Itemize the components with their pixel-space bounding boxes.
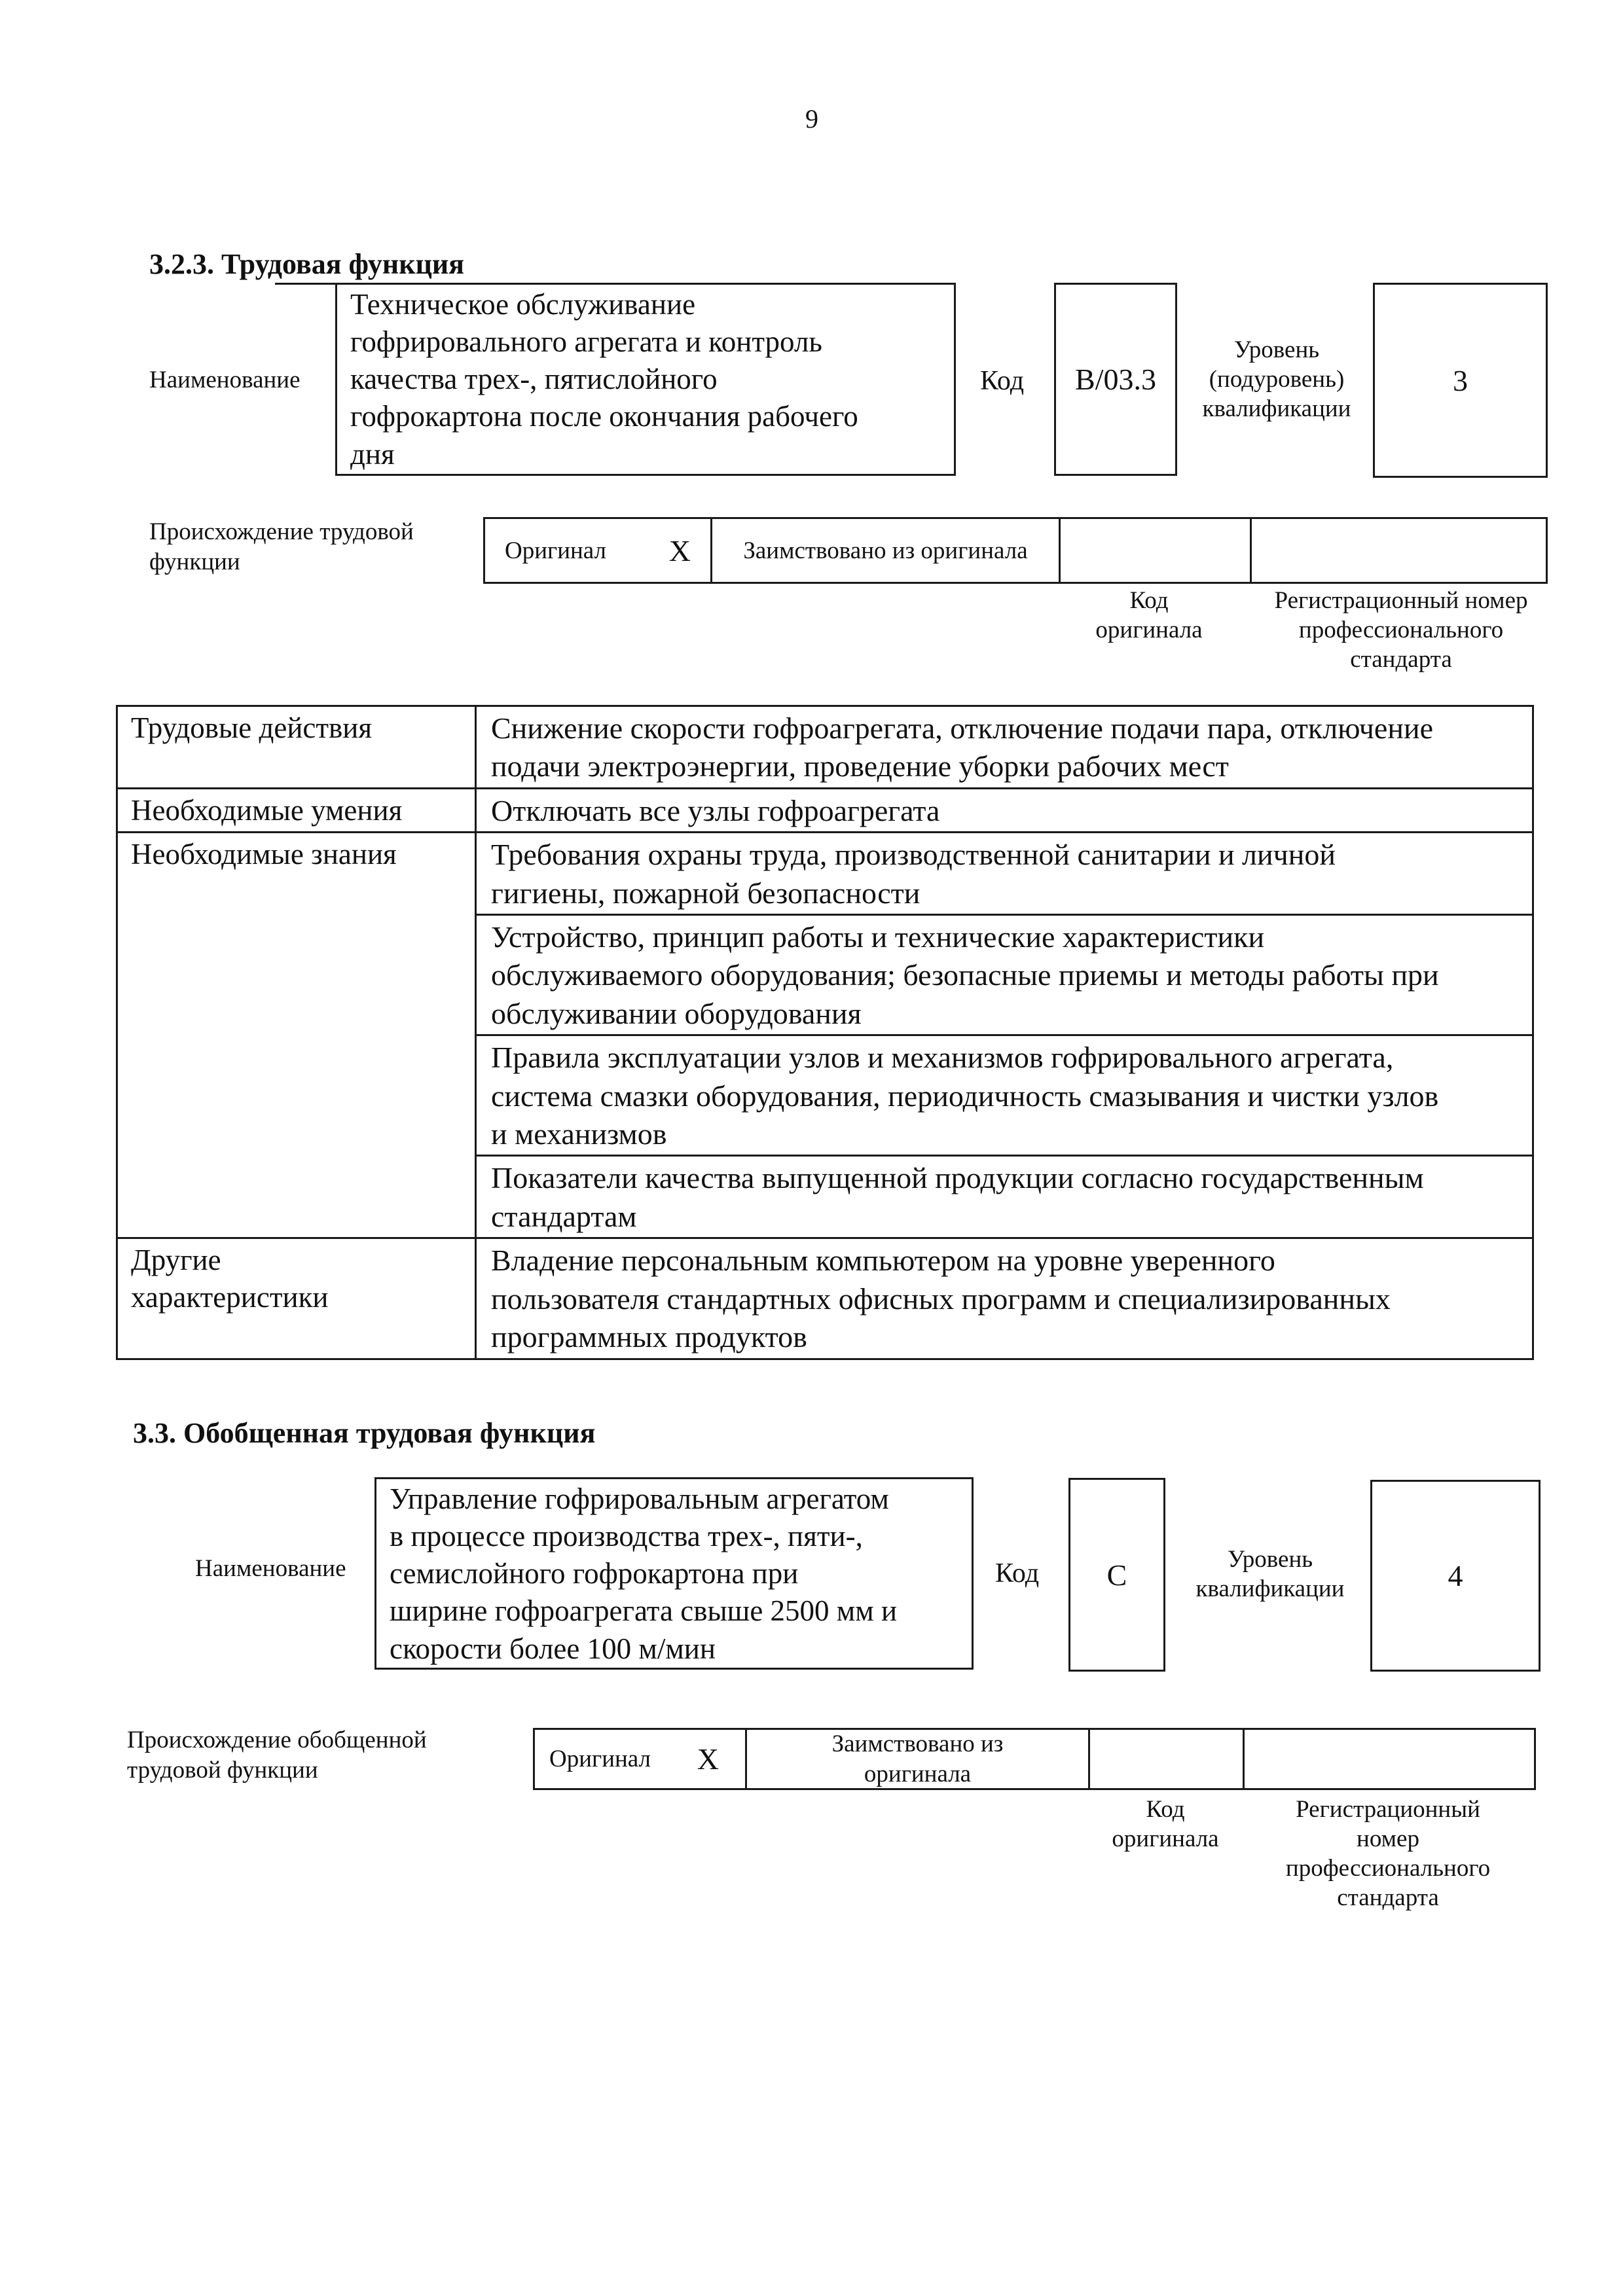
origin-row [483, 517, 1548, 584]
name-line: в процессе производства трех-, пяти-, [390, 1520, 863, 1553]
table-row [117, 788, 1533, 832]
origin-borrowed-cell [712, 519, 1061, 582]
function-name-box [374, 1477, 974, 1670]
name-line: гофрировального агрегата и контроль [350, 325, 822, 359]
code-value-box [1068, 1478, 1165, 1672]
qualification-level-box [1373, 283, 1548, 478]
name-label: Наименование [149, 367, 301, 393]
registration-number-caption: Регистрационный номер профессионального стандарта [1285, 1796, 1491, 1912]
code-value: C [1106, 1558, 1127, 1592]
row-content: Снижение скорости гофроагрегата, отключение подачи пара, отключение подачи электроэнергии, проведение уборки рабочих мест [476, 706, 1533, 789]
row-content: Устройство, принцип работы и технические характеристики обслуживаемого оборудования; безопасные приемы и методы работы при обслуживании оборудования [476, 915, 1533, 1035]
table-row [117, 1238, 1533, 1359]
row-content: Правила эксплуатации узлов и механизмов гофрировального агрегата, система смазки оборудования, периодичность смазывания и чистки узлов и механизмов [476, 1035, 1533, 1156]
qualification-level-label: Уровень (подуровень) квалификации [1202, 336, 1351, 423]
labor-function-table [116, 705, 1534, 1360]
code-value-box [1054, 283, 1177, 476]
registration-number-caption: Регистрационный номер профессионального стандарта [1274, 587, 1528, 673]
origin-original-cell [485, 519, 712, 582]
registration-number-cell [1252, 519, 1546, 582]
code-label: Код [995, 1558, 1040, 1588]
original-code-cell [1090, 1730, 1245, 1788]
qualification-level-value: 3 [1453, 363, 1468, 397]
qualification-level-value: 4 [1448, 1559, 1463, 1592]
name-line: Управление гофрировальным агрегатом [390, 1482, 889, 1515]
origin-mark: X [668, 533, 691, 567]
original-code-cell [1061, 519, 1252, 582]
name-line: дня [350, 437, 395, 471]
origin-row [533, 1728, 1536, 1790]
origin-borrowed-label: Заимствовано из оригинала [743, 537, 1028, 564]
table-row [117, 833, 1533, 915]
qualification-level-label: Уровень квалификации [1195, 1546, 1345, 1603]
original-code-caption: Код оригинала [1112, 1796, 1219, 1853]
row-label: Другие характеристики [117, 1238, 476, 1359]
origin-original-label: Оригинал [549, 1746, 651, 1772]
origin-original-label: Оригинал [505, 537, 607, 564]
origin-original-cell [535, 1730, 747, 1788]
qualification-level-box [1370, 1480, 1541, 1672]
origin-label: Происхождение обобщенной трудовой функции [127, 1727, 427, 1784]
name-line: семислойного гофрокартона при [390, 1557, 799, 1590]
origin-mark: X [697, 1742, 719, 1776]
row-content: Показатели качества выпущенной продукции согласно государственным стандартам [476, 1156, 1533, 1238]
function-name-box [335, 283, 956, 476]
row-content: Требования охраны труда, производственной санитарии и личной гигиены, пожарной безопасности [476, 833, 1533, 915]
name-line: гофрокартона после окончания рабочего [350, 400, 858, 433]
name-line: качества трех-, пятислойного [350, 363, 718, 396]
table-row [117, 706, 1533, 789]
origin-borrowed-cell: Заимствовано из оригинала [747, 1730, 1090, 1788]
name-line: скорости более 100 м/мин [390, 1632, 716, 1665]
page-number: 9 [805, 104, 818, 134]
name-line: Техническое обслуживание [350, 288, 696, 321]
row-content: Владение персональным компьютером на уровне уверенного пользователя стандартных офисных программ и специализированных программных продуктов [476, 1238, 1533, 1359]
section-heading: 3.2.3. Трудовая функция [149, 248, 465, 280]
row-label: Необходимые умения [117, 788, 476, 832]
name-label: Наименование [195, 1555, 346, 1582]
code-value: B/03.3 [1075, 363, 1156, 396]
row-label: Необходимые знания [117, 833, 476, 1238]
original-code-caption: Код оригинала [1095, 587, 1203, 644]
name-line: ширине гофроагрегата свыше 2500 мм и [390, 1594, 898, 1628]
code-label: Код [980, 366, 1025, 396]
row-label: Трудовые действия [117, 706, 476, 789]
registration-number-cell [1245, 1730, 1534, 1788]
origin-label: Происхождение трудовой функции [149, 518, 414, 576]
row-content: Отключать все узлы гофроагрегата [476, 788, 1533, 832]
section-heading: 3.3. Обобщенная трудовая функция [133, 1417, 596, 1449]
